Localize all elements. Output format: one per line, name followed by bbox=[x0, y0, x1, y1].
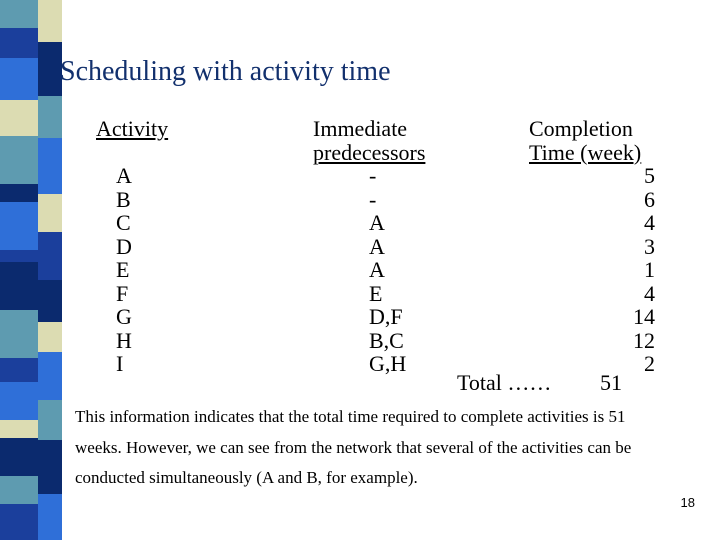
predecessors-column bbox=[313, 117, 425, 376]
activity-cell: D bbox=[116, 233, 132, 259]
predecessors-cell: E bbox=[369, 280, 383, 306]
strip-block bbox=[0, 136, 38, 184]
note-line: This information indicates that the total time required to complete activities is 51 bbox=[75, 407, 626, 426]
time-list bbox=[615, 164, 655, 376]
strip-block bbox=[38, 352, 62, 400]
strip-block bbox=[0, 358, 38, 382]
activity-cell: H bbox=[116, 327, 132, 353]
activity-cell: G bbox=[116, 304, 132, 329]
time-cell: 12 bbox=[633, 327, 655, 353]
activity-column bbox=[96, 117, 168, 376]
total-value: 51 bbox=[600, 370, 622, 395]
strip-block bbox=[0, 58, 38, 100]
strip-block bbox=[0, 202, 38, 250]
note-line: conducted simultaneously (A and B, for example). bbox=[75, 468, 418, 487]
predecessors-header-line2: predecessors bbox=[313, 139, 426, 165]
strip-block bbox=[0, 100, 38, 136]
note-line: weeks. However, we can see from the network that several of the activities can be bbox=[75, 437, 632, 457]
time-cell: 5 bbox=[644, 163, 655, 188]
strip-block bbox=[38, 194, 62, 232]
strip-block bbox=[38, 440, 62, 494]
predecessors-cell: G,H bbox=[369, 351, 407, 376]
time-cell: 4 bbox=[644, 280, 655, 306]
strip-block bbox=[0, 250, 38, 262]
time-header-line2: Time (week) bbox=[529, 139, 642, 165]
predecessors-cell: - bbox=[369, 186, 377, 212]
strip-block bbox=[0, 420, 38, 438]
predecessors-cell: A bbox=[369, 210, 385, 235]
time-cell: 2 bbox=[644, 351, 655, 376]
explanation-note bbox=[75, 402, 675, 494]
header-spacer bbox=[96, 141, 168, 165]
strip-block bbox=[38, 138, 62, 194]
time-cell: 3 bbox=[644, 233, 655, 259]
strip-block bbox=[38, 42, 62, 96]
activity-cell: F bbox=[116, 280, 129, 306]
predecessors-cell: A bbox=[369, 233, 385, 259]
predecessors-cell: D,F bbox=[369, 304, 403, 329]
time-cell: 4 bbox=[644, 210, 655, 235]
time-cell: 6 bbox=[644, 186, 655, 212]
strip-block bbox=[38, 232, 62, 280]
strip-block bbox=[0, 184, 38, 202]
strip-block bbox=[0, 310, 38, 358]
activity-header: Activity bbox=[96, 116, 169, 141]
slide-title: Scheduling with activity time bbox=[60, 56, 391, 87]
decorative-left-strip bbox=[0, 0, 64, 540]
strip-block bbox=[0, 504, 38, 540]
activity-cell: B bbox=[116, 186, 131, 212]
strip-block bbox=[0, 28, 38, 58]
strip-block bbox=[0, 262, 38, 310]
activity-cell: C bbox=[116, 210, 131, 235]
predecessors-header-line1: Immediate bbox=[313, 116, 408, 141]
time-cell: 14 bbox=[633, 304, 655, 329]
activity-cell: A bbox=[116, 163, 132, 188]
time-cell: 1 bbox=[644, 257, 655, 282]
total-label: Total …… bbox=[457, 370, 552, 395]
strip-block bbox=[0, 438, 38, 476]
activity-list bbox=[116, 164, 168, 376]
time-header-line1: Completion bbox=[529, 116, 633, 141]
strip-block bbox=[38, 400, 62, 440]
strip-block bbox=[38, 322, 62, 352]
predecessors-list bbox=[369, 164, 425, 376]
page-number: 18 bbox=[680, 495, 695, 510]
predecessors-cell: A bbox=[369, 257, 385, 282]
strip-block bbox=[38, 280, 62, 322]
strip-block bbox=[0, 0, 38, 28]
activity-cell: E bbox=[116, 257, 130, 282]
strip-block bbox=[38, 0, 62, 42]
strip-block bbox=[0, 476, 38, 504]
predecessors-cell: B,C bbox=[369, 327, 404, 353]
strip-block bbox=[0, 382, 38, 420]
completion-time-column bbox=[529, 117, 657, 377]
activity-cell: I bbox=[116, 351, 124, 376]
strip-block bbox=[38, 494, 62, 540]
predecessors-cell: - bbox=[369, 163, 377, 188]
strip-block bbox=[38, 96, 62, 138]
